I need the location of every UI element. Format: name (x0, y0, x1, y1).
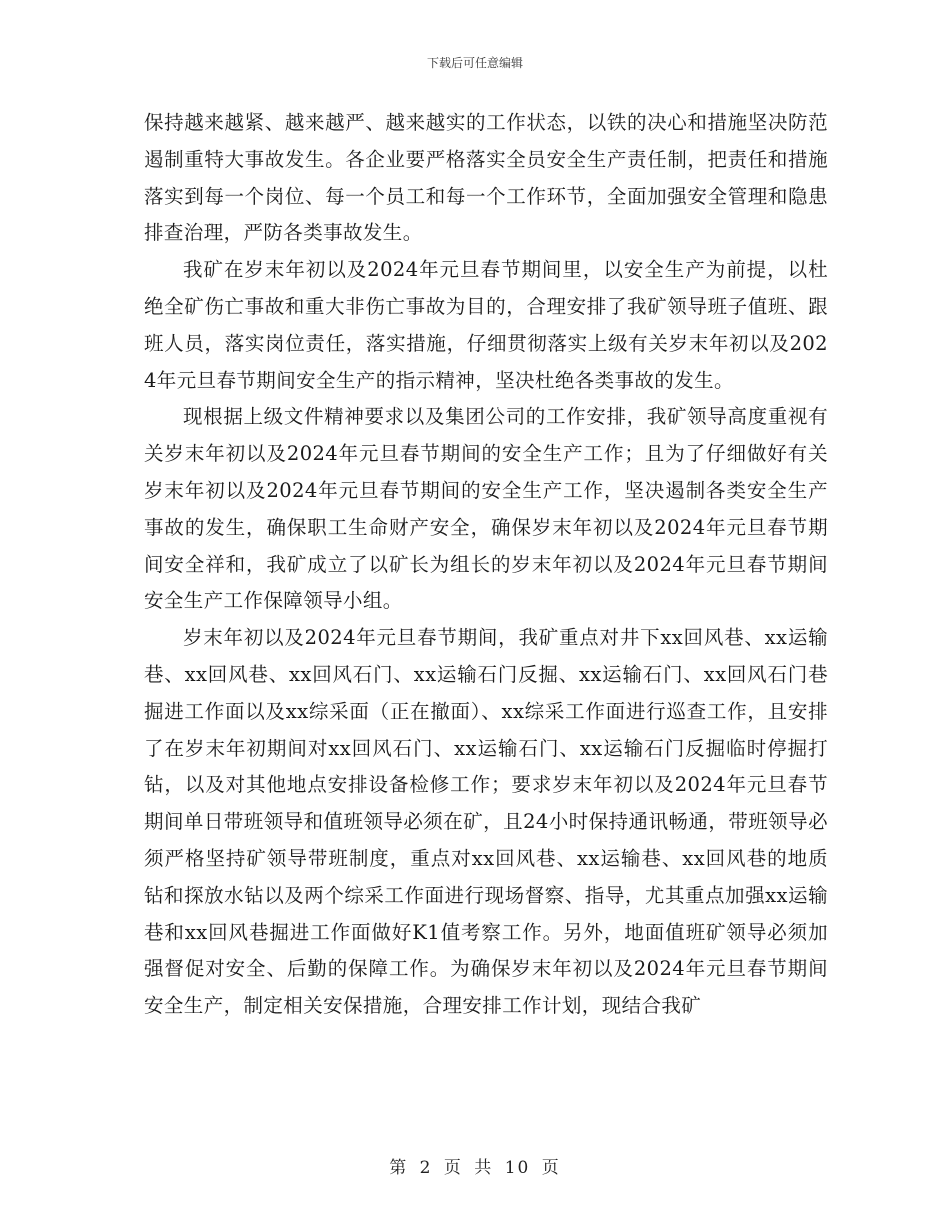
paragraph-1: 保持越来越紧、越来越严、越来越实的工作状态，以铁的决心和措施坚决防范遏制重特大事故发生。各企业要严格落实全员安全生产责任制，把责任和措施落实到每一个岗位、每一个员工和每一个工作环节，全面加强安全管理和隐患排查治理，严防各类事故发生。 (144, 111, 828, 245)
footer-label-suffix: 页 (541, 1158, 561, 1178)
document-body (144, 105, 828, 1025)
page-header-note: 下载后可任意编辑 (426, 56, 523, 70)
paragraph-4: 岁末年初以及2024年元旦春节期间，我矿重点对井下xx回风巷、xx运输巷、xx回风巷、xx回风石门、xx运输石门反掘、xx运输石门、xx回风石门巷掘进工作面以及xx综采面（正在撤面）、xx综采工作面进行巡查工作，且安排了在岁末年初期间对xx回风石门、xx运输石门、xx运输石门反掘临时停掘打钻，以及对其他地点安排设备检修工作；要求岁末年初以及2024年元旦春节期间单日带班领导和值班领导必须在矿，且24小时保持通讯畅通，带班领导必须严格坚持矿领导带班制度，重点对xx回风巷、xx运输巷、xx回风巷的地质钻和探放水钻以及两个综采工作面进行现场督察、指导，尤其重点加强xx运输巷和xx回风巷掘进工作面做好K1值考察工作。另外，地面值班矿领导必须加强督促对安全、后勤的保障工作。为确保岁末年初以及2024年元旦春节期间安全生产，制定相关安保措施，合理安排工作计划，现结合我矿 (144, 626, 828, 1018)
page-footer (0, 1153, 950, 1178)
paragraph-2: 我矿在岁末年初以及2024年元旦春节期间里，以安全生产为前提，以杜绝全矿伤亡事故和重大非伤亡事故为目的，合理安排了我矿领导班子值班、跟班人员，落实岗位责任，落实措施，仔细贯彻落实上级有关岁末年初以及2024年元旦春节期间安全生产的指示精神，坚决杜绝各类事故的发生。 (144, 258, 828, 392)
paragraph-3: 现根据上级文件精神要求以及集团公司的工作安排，我矿领导高度重视有关岁末年初以及2024年元旦春节期间的安全生产工作；且为了仔细做好有关岁末年初以及2024年元旦春节期间的安全生产工作，坚决遏制各类安全生产事故的发生，确保职工生命财产安全，确保岁末年初以及2024年元旦春节期间安全祥和，我矿成立了以矿长为组长的岁末年初以及2024年元旦春节期间安全生产工作保障领导小组。 (144, 405, 828, 613)
footer-label-prefix: 第 (389, 1158, 409, 1178)
total-pages-number: 10 (504, 1158, 531, 1178)
footer-label-total: 共 (474, 1158, 494, 1178)
footer-label-page: 页 (443, 1158, 463, 1178)
current-page-number: 2 (419, 1158, 433, 1178)
